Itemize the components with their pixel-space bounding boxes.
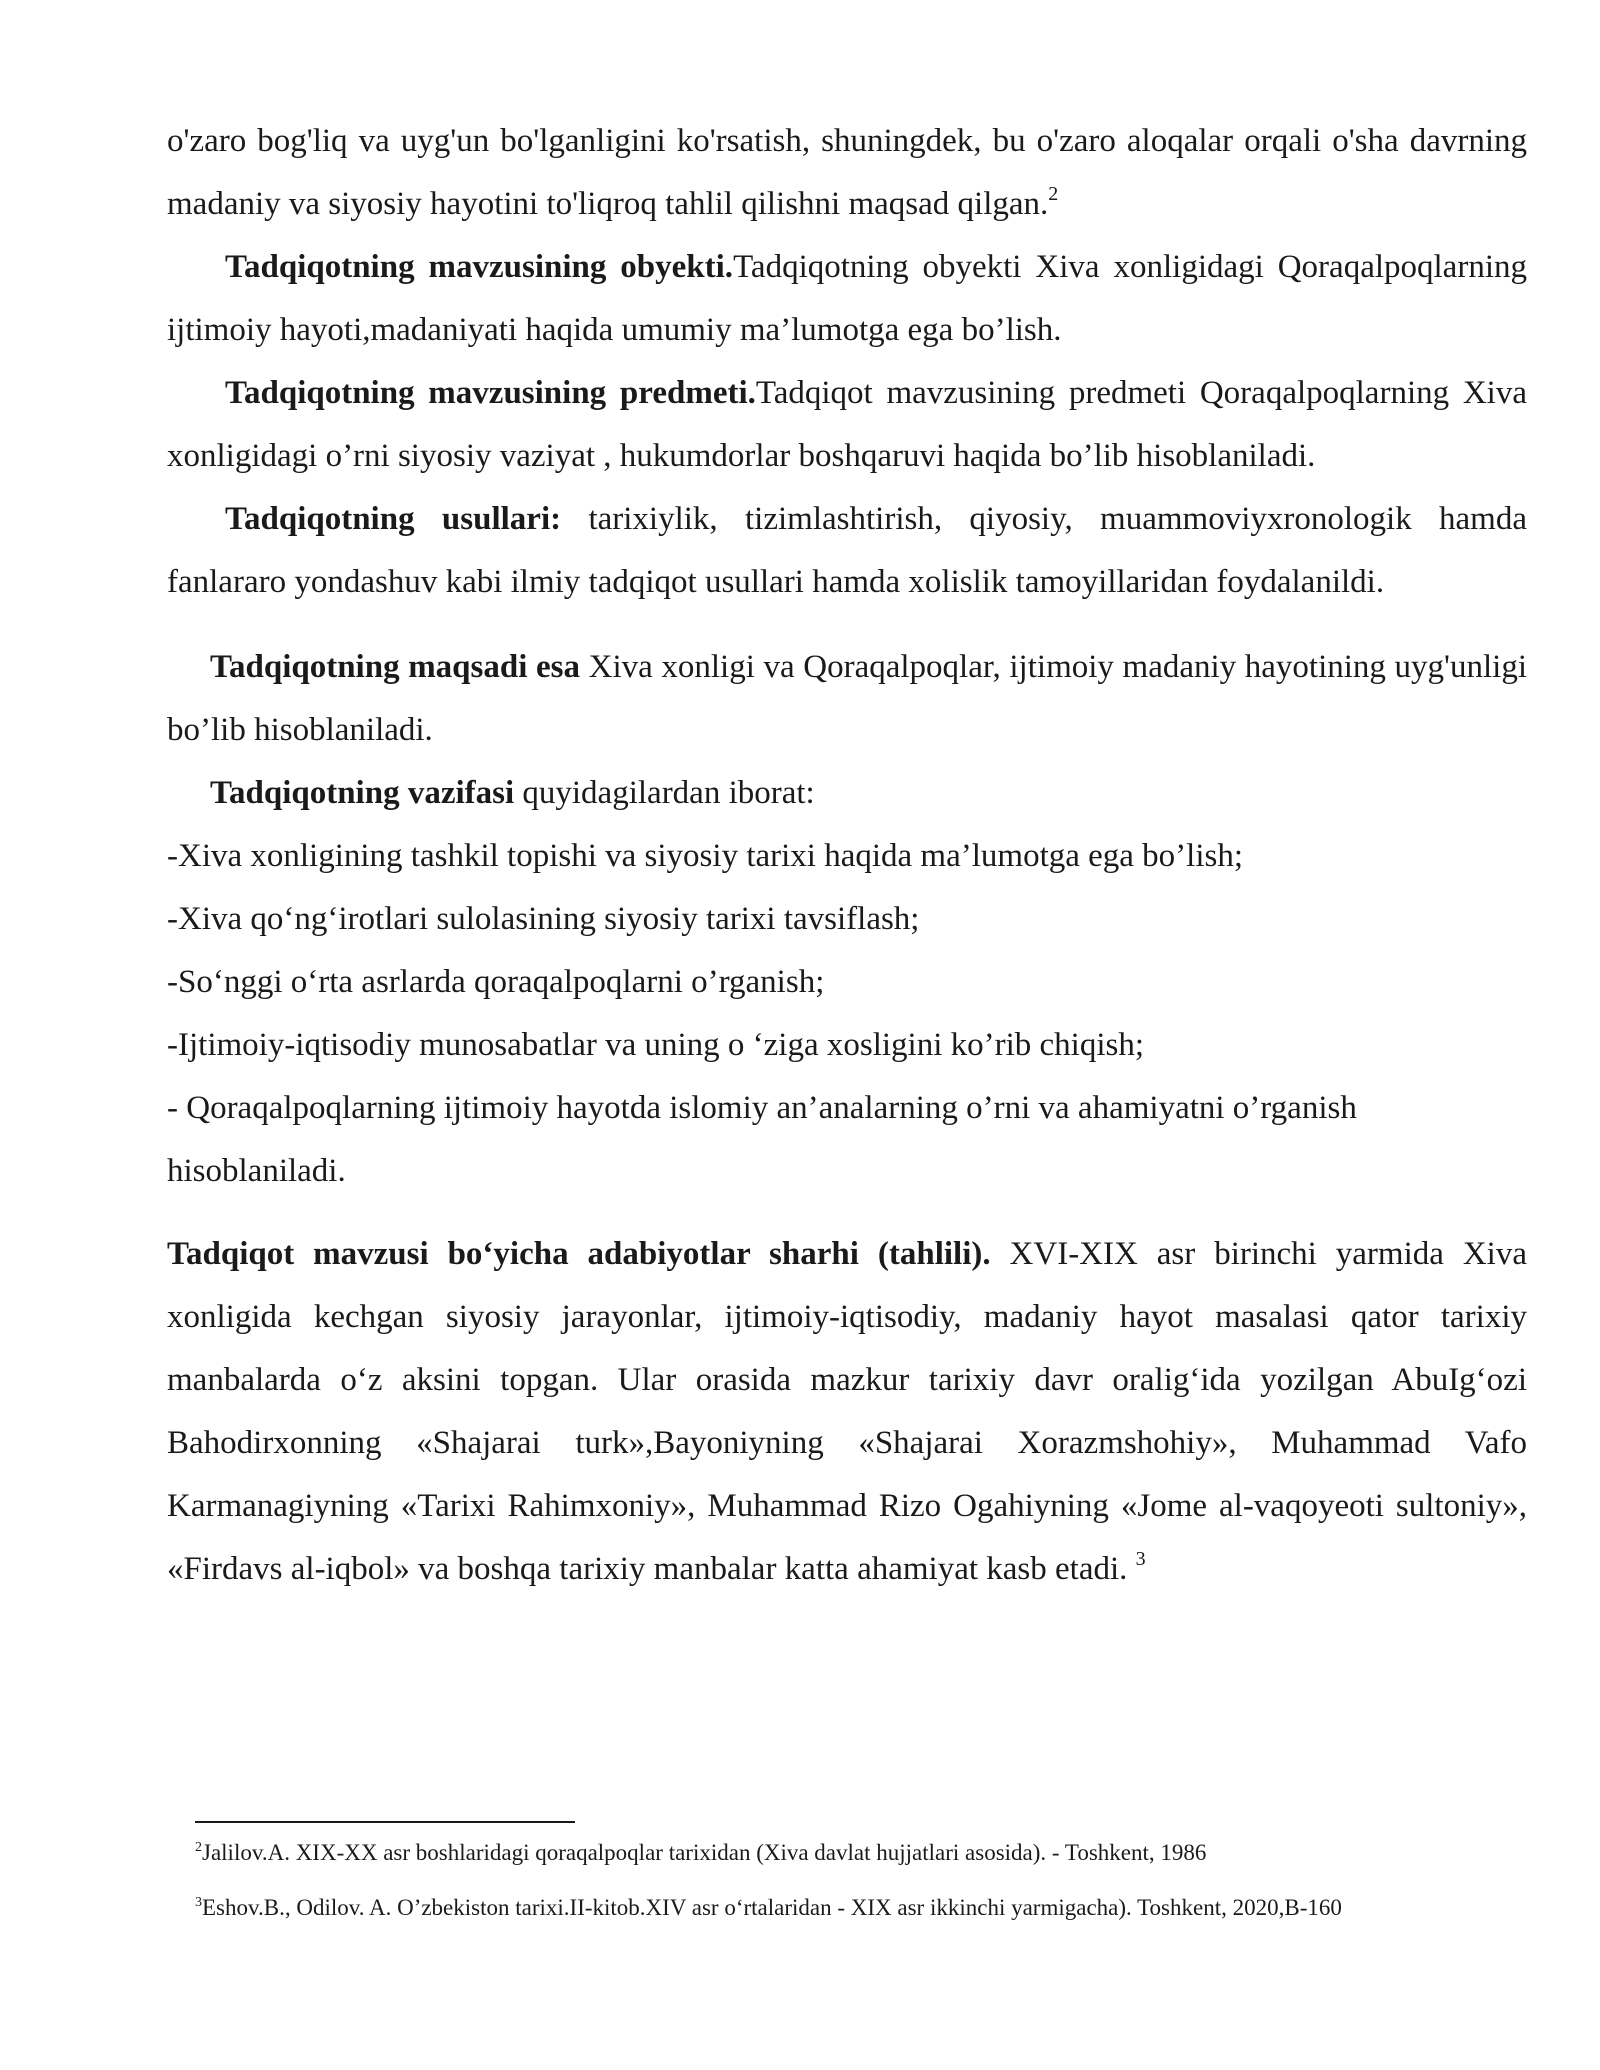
paragraph-heading: Tadqiqotning usullari: (225, 501, 562, 537)
document-body (167, 110, 1527, 1601)
footnote (195, 1892, 1525, 1924)
footnote-text: Eshov.B., Odilov. A. O’zbekiston tarixi.II-kitob.XIV asr o‘rtalaridan - XIX asr ikkinchi yarmigacha). Toshkent, 2020,B-160 (202, 1895, 1342, 1920)
footnote-number: 3 (195, 1895, 202, 1910)
paragraph-text: quyidagilardan iborat: (514, 775, 815, 811)
paragraph-research-goal (167, 636, 1527, 762)
footnotes (195, 1837, 1525, 1947)
footnote-text: Jalilov.A. XIX-XX asr boshlaridagi qoraqalpoqlar tarixidan (Xiva davlat hujjatlari asosida). - Toshkent, 1986 (202, 1840, 1207, 1865)
paragraph-heading: Tadqiqot mavzusi bo‘yicha adabiyotlar sharhi (tahlili). (167, 1236, 991, 1272)
paragraph-text: Tadqiqot mavzusining predmeti Qoraqalpoqlarning Xiva xonligidagi o’rni siyosiy vaziyat , hukumdorlar boshqaruvi haqida bo’lib hisoblaniladi. (167, 375, 1527, 474)
paragraph-research-object (167, 236, 1527, 362)
footnote (195, 1837, 1525, 1869)
footnote-ref: 2 (1048, 183, 1059, 205)
paragraph-text: Tadqiqotning obyekti Xiva xonligidagi Qoraqalpoqlarning ijtimoiy hayoti,madaniyati haqida umumiy ma’lumotga ega bo’lish. (167, 249, 1527, 348)
footnote-ref: 3 (1135, 1548, 1146, 1570)
list-item: -So‘nggi o‘rta asrlarda qoraqalpoqlarni o’rganish; (167, 964, 825, 1000)
paragraph-research-methods (167, 488, 1527, 614)
list-item: -Ijtimoiy-iqtisodiy munosabatlar va uning o ‘ziga xosligini ko’rib chiqish; (167, 1027, 1145, 1063)
paragraph-heading: Tadqiqotning vazifasi (210, 775, 515, 811)
list-item: - Qoraqalpoqlarning ijtimoiy hayotda islomiy an’analarning o’rni va ahamiyatni o’rganish hisoblaniladi. (167, 1090, 1357, 1189)
paragraph-text: tarixiylik, tizimlashtirish, qiyosiy, muammoviyxronologik hamda fanlararo yondashuv kabi ilmiy tadqiqot usullari hamda xolislik tamoyillaridan foydalanildi. (167, 501, 1527, 600)
paragraph-heading: Tadqiqotning mavzusining obyekti. (225, 249, 734, 285)
paragraph-literature-review (167, 1223, 1527, 1601)
paragraph-heading: Tadqiqotning maqsadi esa (210, 649, 580, 685)
paragraph-text: XVI-XIX asr birinchi yarmida Xiva xonligida kechgan siyosiy jarayonlar, ijtimoiy-iqtisodiy, madaniy hayot masalasi qator tarixiy manbalarda o‘z aksini topgan. Ular orasida mazkur tarixiy davr oralig‘ida yozilgan AbuIg‘ozi Bahodirxonning «Shajarai turk»,Bayoniyning «Shajarai Xorazmshohiy», Muhammad Vafo Karmanagiyning «Tarixi Rahimxoniy», Muhammad Rizo Ogahiyning «Jome al-vaqoyeoti sultoniy», «Firdavs al-iqbol» va boshqa tarixiy manbalar katta ahamiyat kasb etadi. (167, 1236, 1527, 1587)
paragraph-text: Xiva xonligi va Qoraqalpoqlar, ijtimoiy madaniy hayotining uyg'unligi bo’lib hisoblaniladi. (167, 649, 1527, 748)
list-item: -Xiva xonligining tashkil topishi va siyosiy tarixi haqida ma’lumotga ega bo’lish; (167, 838, 1244, 874)
paragraph-research-tasks (167, 762, 1527, 825)
paragraph-text: o'zaro bog'liq va uyg'un bo'lganligini ko'rsatish, shuningdek, bu o'zaro aloqalar orqali o'sha davrning madaniy va siyosiy hayotini to'liqroq tahlil qilishni maqsad qilgan. (167, 123, 1527, 222)
paragraph-intro (167, 110, 1527, 236)
paragraph-heading: Tadqiqotning mavzusining predmeti. (225, 375, 756, 411)
footnote-separator (195, 1821, 575, 1823)
footnote-number: 2 (195, 1840, 202, 1855)
list-item: -Xiva qo‘ng‘irotlari sulolasining siyosiy tarixi tavsiflash; (167, 901, 920, 937)
paragraph-research-subject (167, 362, 1527, 488)
